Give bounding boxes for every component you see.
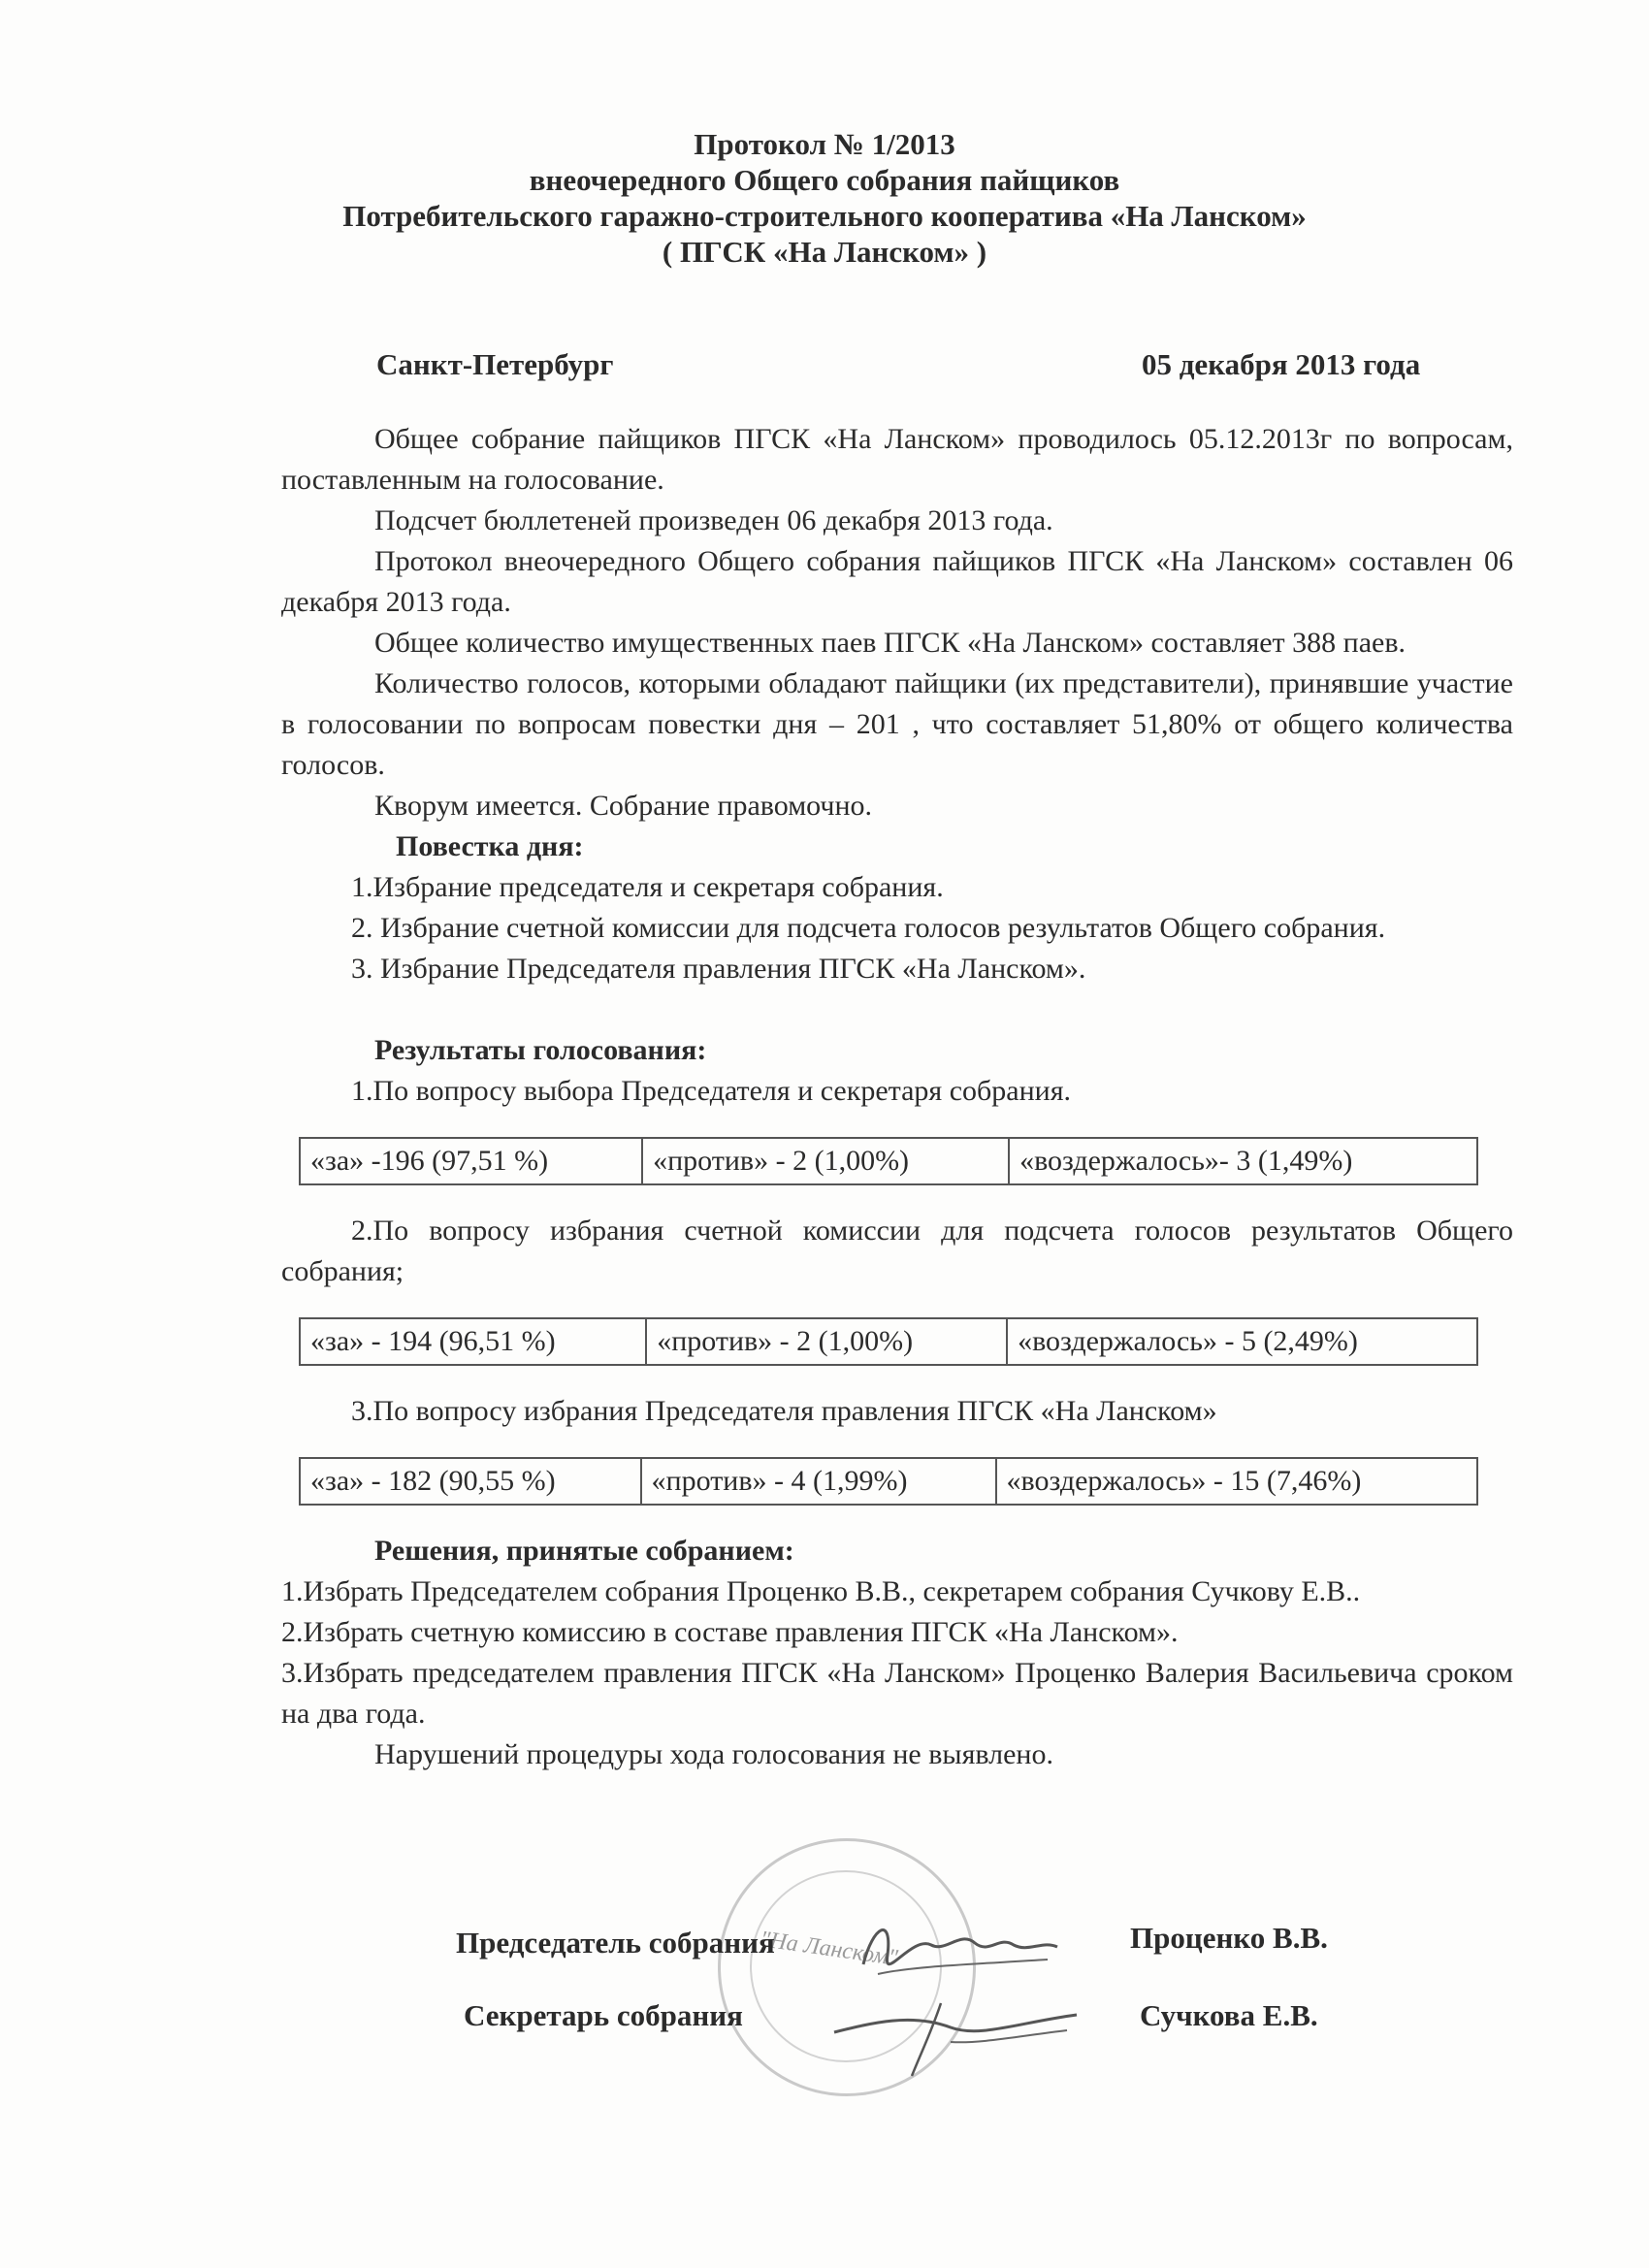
vote-for: «за» - 182 (90,55 %) bbox=[300, 1458, 641, 1505]
seal-text: "На Ланском" bbox=[758, 1927, 900, 1971]
place: Санкт-Петербург bbox=[376, 347, 614, 381]
question-text: 3.По вопросу избрания Председателя правления ПГСК «На Ланском» bbox=[351, 1395, 1217, 1427]
cooperative-full-name: Потребительского гаражно-строительного кооператива «На Ланском» bbox=[342, 199, 1307, 233]
vote-abstained: «воздержалось»- 3 (1,49%) bbox=[1009, 1138, 1477, 1184]
paragraph: Кворум имеется. Собрание правомочно. bbox=[374, 790, 873, 822]
paragraph: Общее количество имущественных паев ПГСК «На Ланском» составляет 388 паев. bbox=[374, 627, 1406, 659]
agenda-item: 1.Избрание председателя и секретаря собрания. bbox=[351, 871, 944, 903]
agenda-item: 3. Избрание Председателя правления ПГСК «На Ланском». bbox=[351, 953, 1086, 985]
chair-name: Проценко В.В. bbox=[1130, 1921, 1328, 1955]
question-text: 1.По вопросу выбора Председателя и секретаря собрания. bbox=[351, 1075, 1072, 1107]
secretary-title: Секретарь собрания bbox=[464, 1998, 743, 2032]
decision-item: 2.Избрать счетную комиссию в составе правления ПГСК «На Ланском». bbox=[281, 1616, 1179, 1648]
vote-table bbox=[299, 1137, 1478, 1185]
results-title: Результаты голосования: bbox=[374, 1034, 707, 1066]
vote-abstained: «воздержалось» - 15 (7,46%) bbox=[996, 1458, 1477, 1505]
paragraph: Общее собрание пайщиков ПГСК «На Ланском» проводилось 05.12.2013г по вопросам, поставленным на голосование. bbox=[281, 423, 1513, 496]
vote-abstained: «воздержалось» - 5 (2,49%) bbox=[1007, 1318, 1477, 1365]
agenda-title: Повестка дня: bbox=[396, 830, 584, 862]
protocol-number: Протокол № 1/2013 bbox=[694, 127, 955, 161]
document-body bbox=[281, 419, 1513, 1775]
vote-against: «против» - 2 (1,00%) bbox=[646, 1318, 1007, 1365]
decisions-title: Решения, принятые собранием: bbox=[374, 1535, 794, 1567]
procedure-note: Нарушений процедуры хода голосования не выявлено. bbox=[374, 1738, 1053, 1770]
paragraph: Протокол внеочередного Общего собрания пайщиков ПГСК «На Ланском» составлен 06 декабря 2013 года. bbox=[281, 545, 1513, 618]
secretary-signature bbox=[824, 1993, 1096, 2081]
vote-against: «против» - 4 (1,99%) bbox=[641, 1458, 996, 1505]
meeting-type: внеочередного Общего собрания пайщиков bbox=[529, 163, 1120, 197]
vote-against: «против» - 2 (1,00%) bbox=[642, 1138, 1009, 1184]
vote-for: «за» - 194 (96,51 %) bbox=[300, 1318, 646, 1365]
date: 05 декабря 2013 года bbox=[1142, 347, 1421, 381]
decision-item: 1.Избрать Председателем собрания Проценко В.В., секретарем собрания Сучкову Е.В.. bbox=[281, 1575, 1361, 1607]
paragraph: Подсчет бюллетеней произведен 06 декабря 2013 года. bbox=[374, 504, 1053, 536]
cooperative-short-name: ( ПГСК «На Ланском» ) bbox=[662, 235, 987, 269]
chair-title: Председатель собрания bbox=[456, 1926, 775, 1960]
paragraph: Количество голосов, которыми обладают пайщики (их представители), принявшие участие в голосовании по вопросам повестки дня – 201 , что составляет 51,80% от общего количества голосов. bbox=[281, 667, 1513, 781]
document-header bbox=[0, 126, 1649, 270]
decision-item: 3.Избрать председателем правления ПГСК «На Ланском» Проценко Валерия Васильевича сроком на два года. bbox=[281, 1657, 1513, 1730]
secretary-name: Сучкова Е.В. bbox=[1140, 1998, 1318, 2032]
vote-table bbox=[299, 1457, 1478, 1506]
vote-for: «за» -196 (97,51 %) bbox=[300, 1138, 642, 1184]
question-text: 2.По вопросу избрания счетной комиссии для подсчета голосов результатов Общего собрания; bbox=[281, 1215, 1513, 1287]
agenda-item: 2. Избрание счетной комиссии для подсчета голосов результатов Общего собрания. bbox=[351, 912, 1386, 944]
vote-table bbox=[299, 1317, 1478, 1366]
